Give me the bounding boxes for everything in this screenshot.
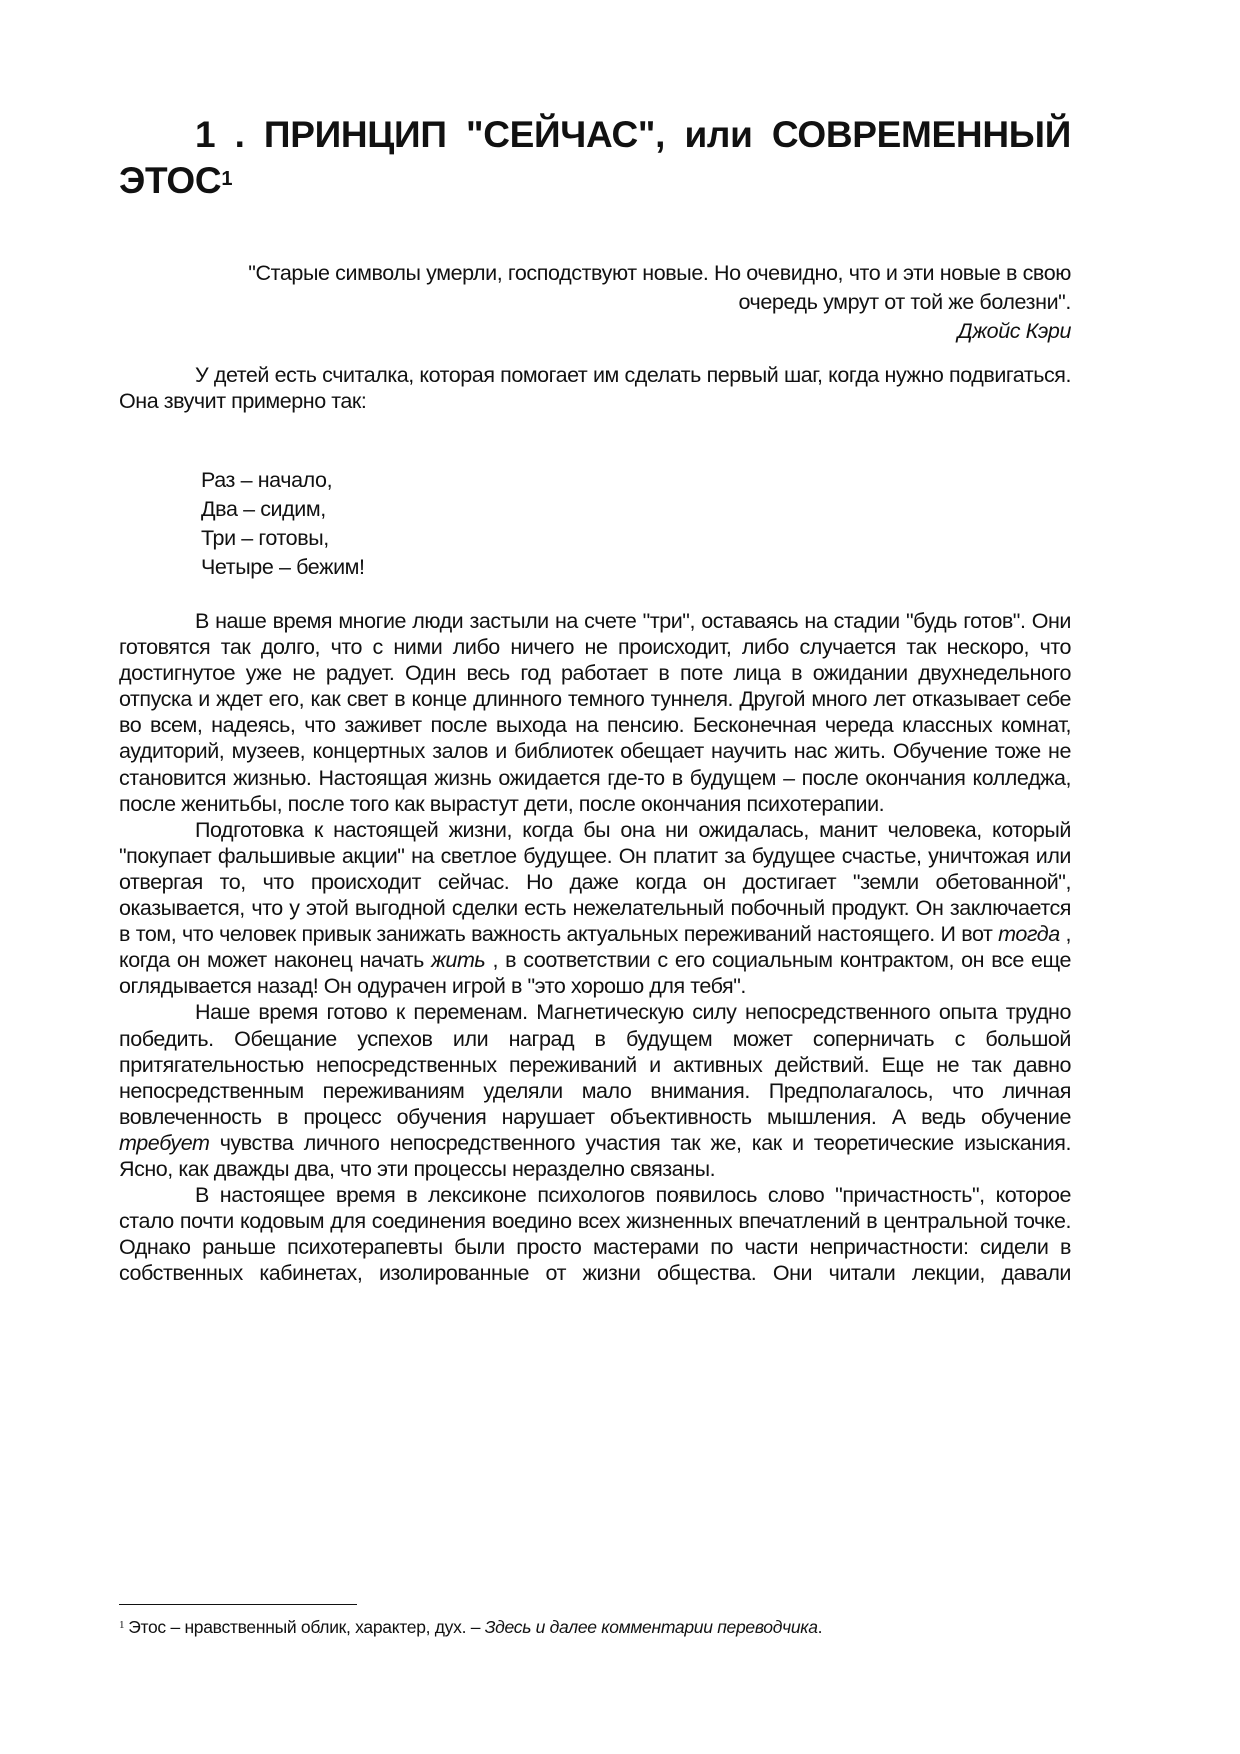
paragraph-1: В наше время многие люди застыли на счете "три", оставаясь на стадии "будь готов". Они готовятся так долго, что с ними либо ничего не происходит, либо случается так нескоро, что достигнутое уже не радует. Один весь год работает в поте лица в ожидании двухнедельного отпуска и ждет его, как свет в конце длинного темного туннеля. Другой много лет отказывает себе во всем, надеясь, что заживет после выхода на пенсию. Бесконечная череда классных комнат, аудиторий, музеев, концертных залов и библиотек обещает научить нас жить. Обучение тоже не становится жизнью. Настоящая жизнь ожидается где-то в будущем – после окончания колледжа, после женитьбы, после того как вырастут дети, после окончания психотерапии. bbox=[119, 609, 1071, 816]
paragraph-2-text-b: , когда он может наконец начать bbox=[119, 922, 1071, 973]
rhyme-line: Четыре – бежим! bbox=[201, 555, 365, 579]
counting-rhyme bbox=[201, 466, 365, 582]
chapter-title-text: ПРИНЦИП "СЕЙЧАС", или СОВРЕМЕННЫЙ ЭТОС bbox=[119, 114, 1071, 201]
footnote-end: . bbox=[817, 1617, 823, 1637]
rhyme-line: Два – сидим, bbox=[201, 497, 326, 521]
footnote-italic-note: Здесь и далее комментарии переводчика bbox=[484, 1617, 818, 1637]
footnote-text: Этос – нравственный облик, характер, дух. – bbox=[128, 1617, 485, 1637]
chapter-title bbox=[119, 112, 1071, 204]
chapter-number: 1 . bbox=[195, 114, 245, 155]
rhyme-line: Раз – начало, bbox=[201, 468, 333, 492]
paragraph-3-text-a: Наше время готово к переменам. Магнетическую силу непосредственного опыта трудно победить. Обещание успехов или наград в будущем может соперничать с большой притягательностью непосредственных переживаний и активных действий. Еще не так давно непосредственным переживаниям уделяли мало внимания. Предполагалось, что личная вовлеченность в процесс обучения нарушает объективность мышления. А ведь обучение bbox=[119, 1000, 1071, 1129]
paragraph-2-text-a: Подготовка к настоящей жизни, когда бы она ни ожидалась, манит человека, который "покупает фальшивые акции" на светлое будущее. Он платит за будущее счастье, уничтожая или отвергая то, что происходит сейчас. Но даже когда он достигает "земли обетованной", оказывается, что у этой выгодной сделки есть нежелательный побочный продукт. Он заключается в том, что человек привык занижать важность актуальных переживаний настоящего. И вот bbox=[119, 817, 1071, 947]
rhyme-line: Три – готовы, bbox=[201, 526, 329, 550]
footnote-reference[interactable]: 1 bbox=[221, 168, 233, 190]
paragraph-2-text-c: , в соответствии с его социальным контрактом, он все еще оглядывается назад! Он одурачен игрой в "это хорошо для тебя". bbox=[119, 948, 1072, 999]
paragraph-4: В настоящее время в лексиконе психологов появилось слово "причастность", которое стало почти кодовым для соединения воедино всех жизненных впечатлений в центральной точке. Однако раньше психотерапевты были просто мастерами по части непричастности: сидели в собственных кабинетах, изолированные от жизни общества. Они читали лекции, давали bbox=[119, 1183, 1071, 1286]
epigraph bbox=[200, 259, 1071, 346]
intro-paragraph: У детей есть считалка, которая помогает им сделать первый шаг, когда нужно подвигаться. Она звучит примерно так: bbox=[119, 363, 1071, 414]
footnote-marker: 1 bbox=[119, 1619, 125, 1631]
epigraph-author: Джойс Кэри bbox=[957, 319, 1071, 343]
intro-block bbox=[119, 362, 1071, 414]
footnote-separator bbox=[119, 1604, 357, 1605]
main-text bbox=[119, 608, 1071, 1286]
epigraph-quote: "Старые символы умерли, господствуют новые. Но очевидно, что и эти новые в свою очередь умрут от той же болезни". bbox=[248, 261, 1071, 314]
emphasis-then: тогда bbox=[998, 922, 1060, 947]
footnote bbox=[119, 1616, 1079, 1638]
paragraph-3 bbox=[119, 999, 1071, 1182]
emphasis-live: жить bbox=[431, 948, 486, 973]
emphasis-requires: требует bbox=[119, 1130, 210, 1155]
paragraph-2 bbox=[119, 817, 1071, 1000]
paragraph-3-text-b: чувства личного непосредственного участия так же, как и теоретические изыскания. Ясно, как дважды два, что эти процессы неразделно связаны. bbox=[119, 1130, 1071, 1181]
